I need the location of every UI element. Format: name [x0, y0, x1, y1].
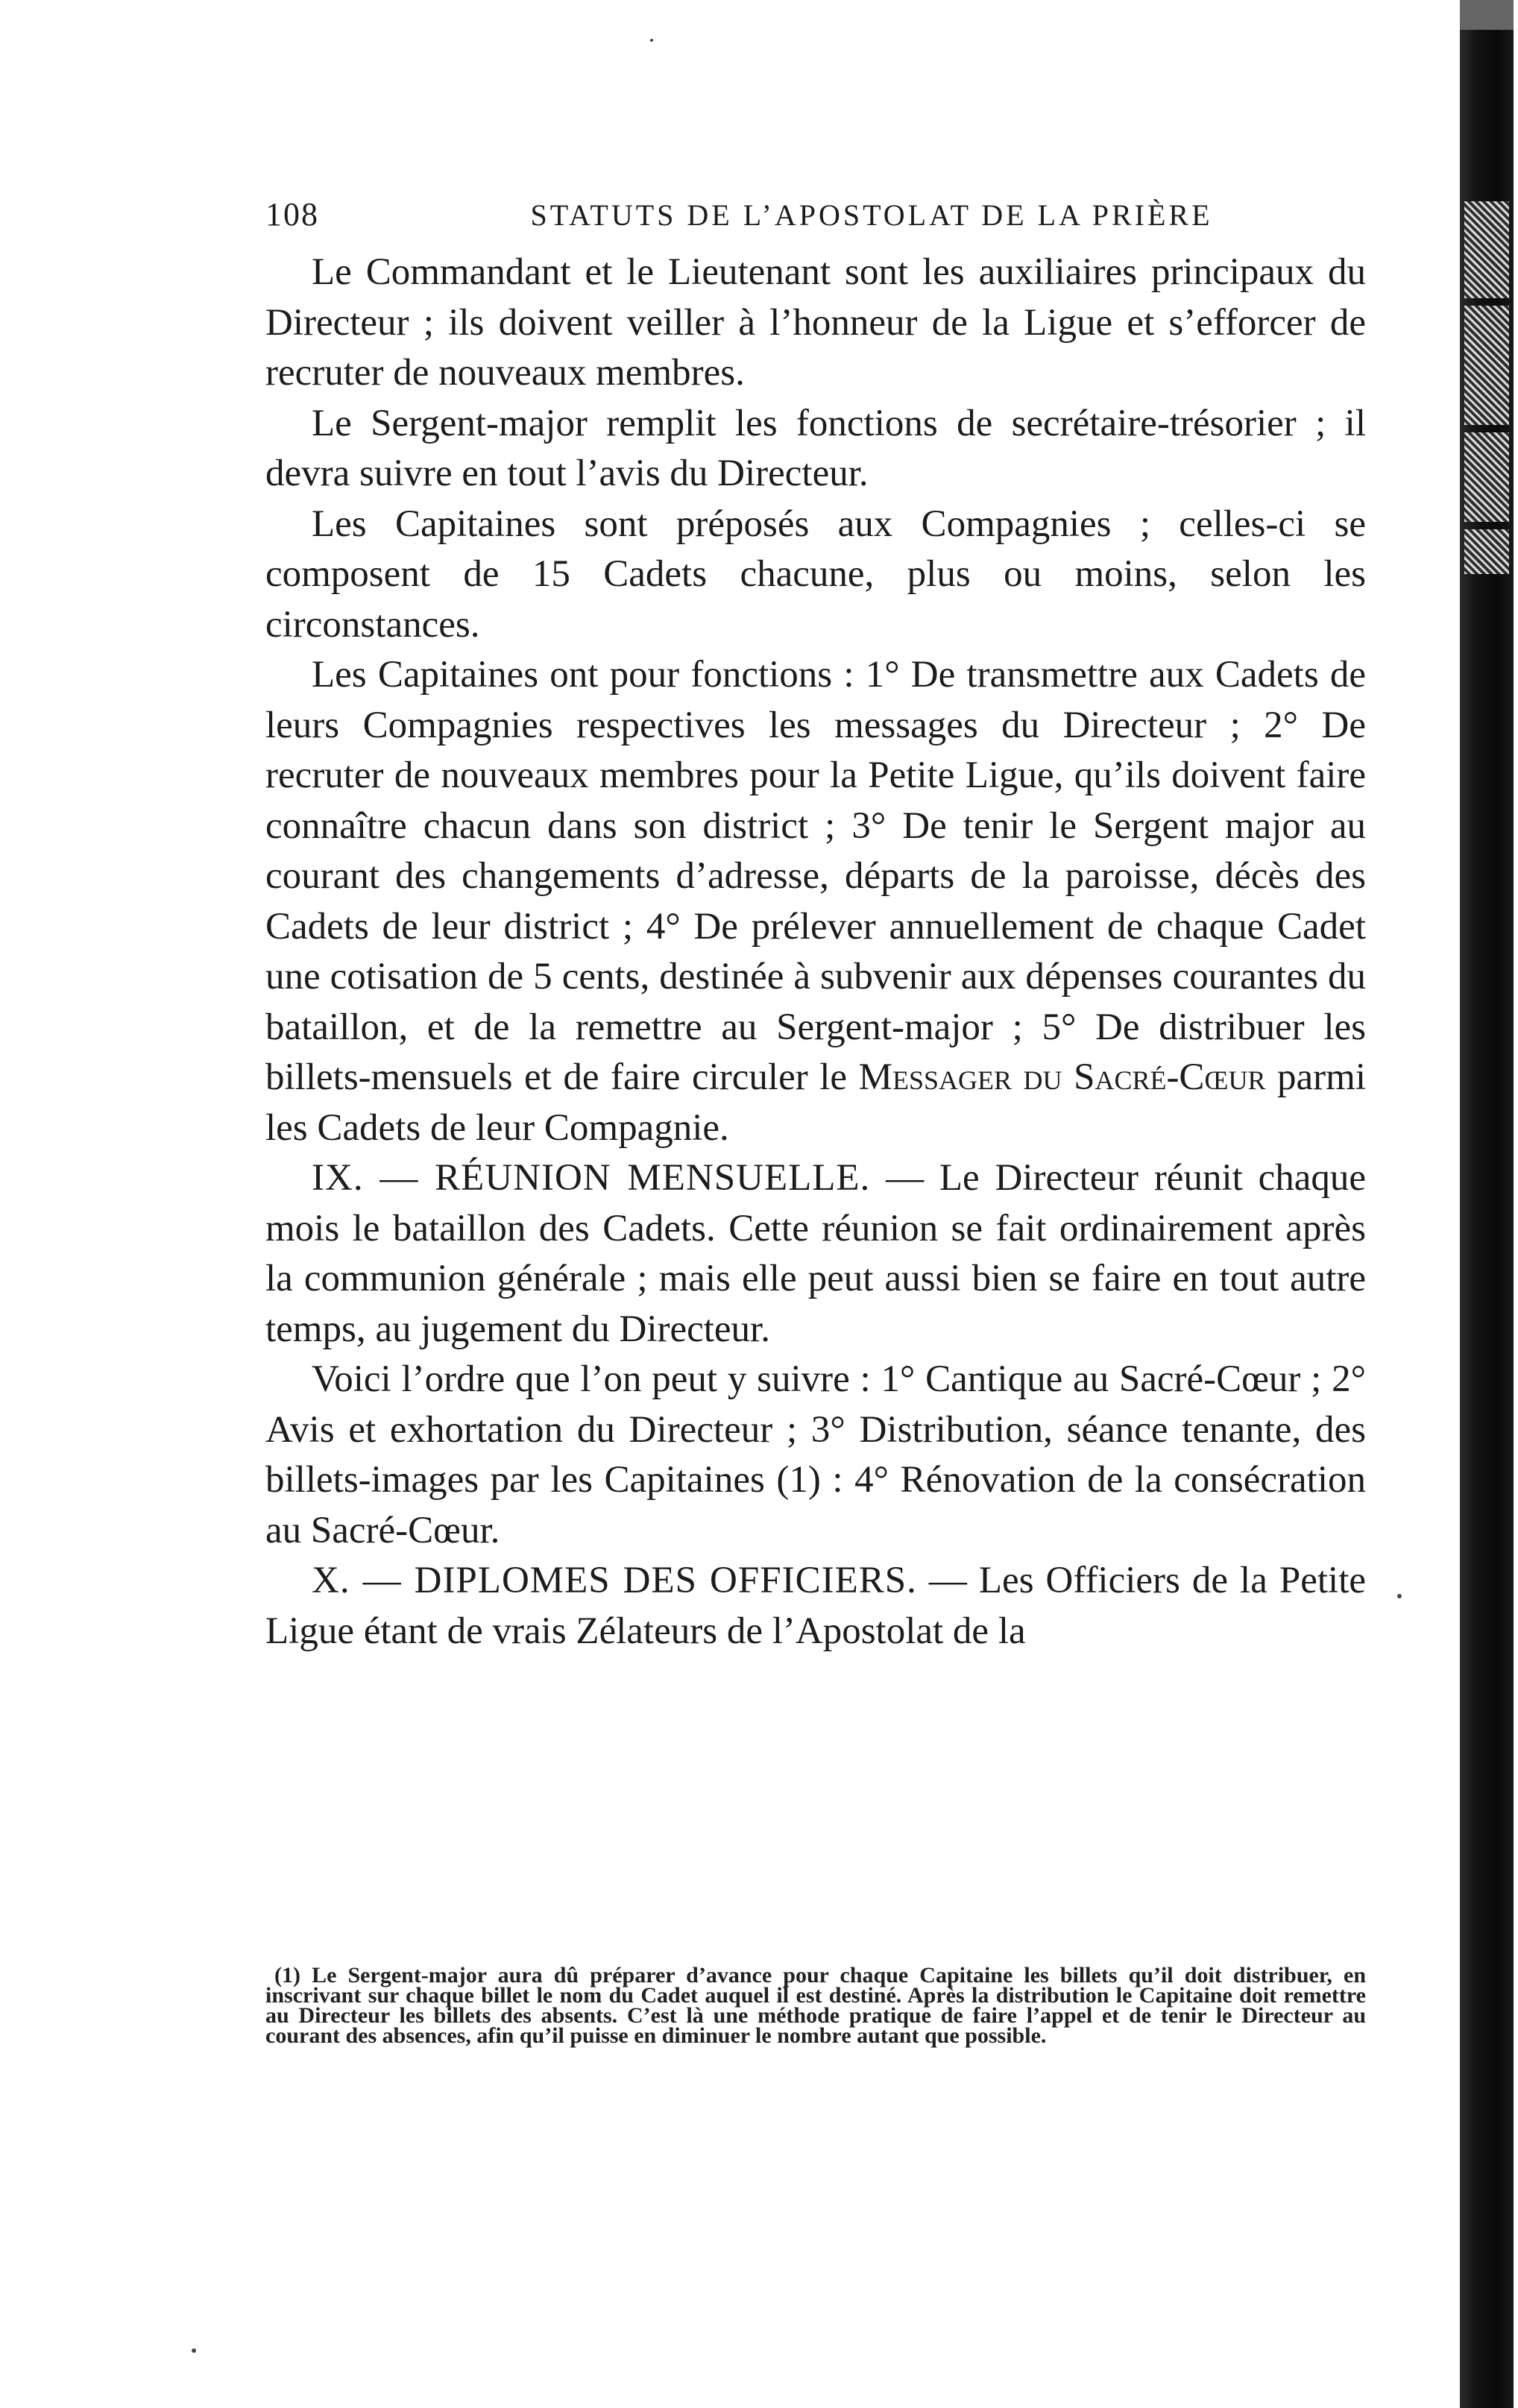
footnote — [265, 1965, 1366, 2046]
running-title: STATUTS DE L’APOSTOLAT DE LA PRIÈRE — [530, 198, 1213, 232]
paragraph-ordre: Voici l’ordre que l’on peut y suivre : 1° Cantique au Sacré-Cœur ; 2° Avis et exhortation du Directeur ; 3° Distribution, séance tenante, des billets-images par les Capitaines (1) : 4° Rénovation de la consécration au Sacré-Cœur. — [265, 1358, 1366, 1551]
fonctions-text: Les Capitaines ont pour fonctions : 1° De transmettre aux Cadets de leurs Compagnies respectives les messages du Directeur ; 2° De recruter de nouveaux membres pour la Petite Ligue, qu’ils doivent faire connaître chacun dans son district ; 3° De tenir le Sergent major au courant des changements d’adresse, départs de la paroisse, décès des Cadets de leur district ; 4° De prélever annuellement de chaque Cadet une cotisation de 5 cents, destinée à subvenir aux dépenses courantes du bataillon, et de la remettre au Sergent-major ; 5° De distribuer les billets-mensuels et de faire circuler le — [265, 654, 1366, 1098]
edge-strip-top — [1460, 0, 1514, 30]
running-head — [265, 195, 1366, 248]
page-edge-strip — [1460, 0, 1514, 2408]
edge-texture — [1464, 201, 1509, 298]
section-x-heading: X. — DIPLOMES DES OFFICIERS. — [312, 1560, 917, 1601]
page-number: 108 — [265, 196, 319, 233]
body-text — [265, 248, 1366, 1657]
paragraph-sergent-major: Le Sergent-major remplit les fonctions de secrétaire-trésorier ; il devra suivre en tout l’avis du Directeur. — [265, 402, 1366, 494]
scan-speck — [650, 39, 653, 42]
section-x — [265, 1556, 1366, 1657]
edge-texture — [1464, 306, 1509, 425]
section-ix-text: — Le Directeur réunit chaque mois le bataillon des Cadets. Cette réunion se fait ordinairement après la communion générale ; mais elle peut aussi bien se faire en tout autre temps, au jugement du Directeur. — [265, 1157, 1366, 1350]
section-ix — [265, 1153, 1366, 1355]
section-ix-heading: IX. — RÉUNION MENSUELLE. — [312, 1157, 871, 1199]
fonctions-text-end: parmi les Cadets de leur Compagnie. — [265, 1056, 1366, 1149]
paragraph-capitaines: Les Capitaines sont préposés aux Compagnies ; celles-ci se composent de 15 Cadets chacune, plus ou moins, selon les circonstances. — [265, 502, 1366, 646]
section-x-text: — Les Officiers de la Petite Ligue étant de vrais Zélateurs de l’Apostolat de la — [265, 1560, 1367, 1652]
footnote-text: (1) Le Sergent-major aura dû préparer d’avance pour chaque Capitaine les billets qu’il doit distribuer, en inscrivant sur chaque billet le nom du Cadet auquel il est destiné. Après la distribution le Capitaine doit remettre au Directeur les billets des absents. C’est là une méthode pratique de faire l’appel et de tenir le Directeur au courant des absences, afin qu’il puisse en diminuer le nombre autant que possible. — [265, 1963, 1366, 2048]
paragraph-fonctions-capitaines — [265, 650, 1366, 1153]
scan-speck — [1397, 1594, 1402, 1598]
page-text — [265, 195, 1366, 1657]
edge-texture — [1464, 432, 1509, 522]
scan-speck — [192, 2348, 196, 2353]
messager-title: Messager du Sacré-Cœur — [858, 1056, 1266, 1098]
paragraph-commandant: Le Commandant et le Lieutenant sont les auxiliaires principaux du Directeur ; ils doivent veiller à l’honneur de la Ligue et s’efforcer de recruter de nouveaux membres. — [265, 251, 1366, 394]
edge-texture — [1464, 529, 1509, 574]
